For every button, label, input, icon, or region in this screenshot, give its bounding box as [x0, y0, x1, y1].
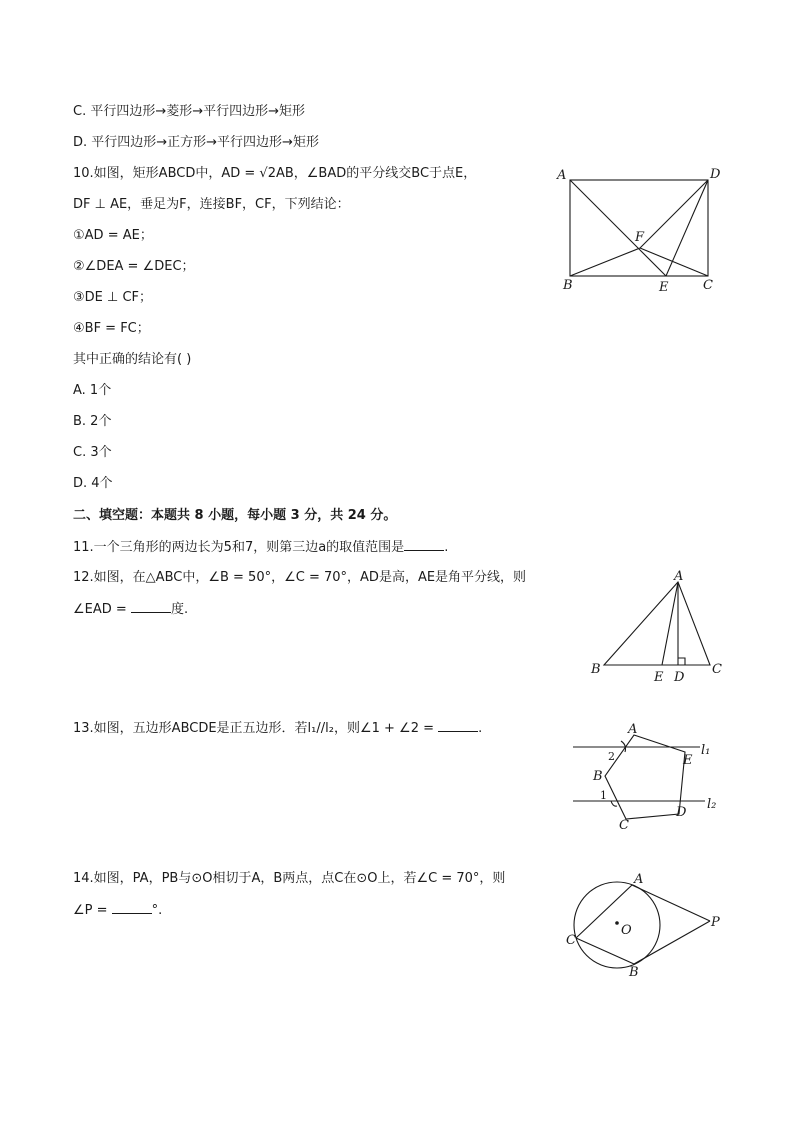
q12-line2-after: 度. [170, 602, 189, 617]
q10-option-c: C. 3个 [73, 445, 112, 460]
q14-line2-before: ∠P = [73, 903, 108, 918]
right-angle-mark [678, 658, 685, 665]
segment-df [640, 180, 708, 248]
triangle-abc [604, 582, 710, 665]
q10-conclusion-3: ③DE ⊥ CF； [73, 290, 153, 305]
tangent-pa [632, 885, 710, 921]
q11-text [73, 538, 448, 557]
label-a: A [628, 722, 638, 737]
label-e: E [654, 670, 664, 685]
q11-text-after: . [444, 540, 449, 555]
chord-cb [576, 938, 634, 964]
q10-stem-line1: 10.如图，矩形ABCD中，AD = √2AB，∠BAD的平分线交BC于点E， [73, 166, 477, 181]
q12-answer-blank[interactable] [131, 600, 171, 613]
label-angle-1: 1 [600, 789, 607, 802]
label-d: D [676, 805, 687, 820]
label-a: A [674, 569, 684, 584]
q10-conclusion-1: ①AD = AE； [73, 228, 153, 243]
q12-line2-before: ∠EAD = [73, 602, 127, 617]
q10-conclusion-2: ②∠DEA = ∠DEC； [73, 259, 195, 274]
q11-text-before: 11.一个三角形的两边长为5和7，则第三边a的取值范围是 [73, 540, 405, 555]
label-p: P [711, 915, 720, 930]
q13-figure [568, 720, 728, 835]
section2-heading: 二、填空题：本题共 8 小题，每小题 3 分，共 24 分。 [73, 508, 397, 523]
label-b: B [591, 662, 601, 677]
label-a: A [634, 872, 644, 887]
q14-figure [565, 870, 735, 980]
label-b: B [629, 965, 639, 980]
q14-line2 [73, 901, 162, 920]
label-c: C [703, 278, 713, 293]
label-o: O [621, 923, 632, 938]
label-c: C [566, 933, 576, 948]
q10-option-d: D. 4个 [73, 476, 113, 491]
q14-line2-after: °. [151, 903, 163, 918]
label-b: B [563, 278, 573, 293]
q11-answer-blank[interactable] [404, 538, 444, 551]
circle-o [574, 882, 660, 968]
label-l1: l₁ [701, 743, 711, 758]
center-dot [615, 921, 619, 925]
label-d: D [674, 670, 685, 685]
q14-answer-blank[interactable] [112, 901, 152, 914]
segment-ae [662, 582, 678, 665]
label-c: C [619, 818, 629, 833]
q13-text-after: . [478, 721, 483, 736]
segment-bf [570, 248, 640, 276]
label-l2: l₂ [707, 797, 717, 812]
label-d: D [710, 167, 721, 182]
label-b: B [593, 769, 603, 784]
label-a: A [557, 168, 567, 183]
label-angle-2: 2 [608, 750, 615, 763]
q10-conclusion-4: ④BF = FC； [73, 321, 150, 336]
angle-1-arc [611, 801, 617, 806]
q10-option-a: A. 1个 [73, 383, 112, 398]
q9-option-c: C. 平行四边形→菱形→平行四边形→矩形 [73, 104, 306, 119]
segment-ae [570, 180, 666, 276]
q12-line2 [73, 600, 188, 619]
q9-option-d: D. 平行四边形→正方形→平行四边形→矩形 [73, 135, 319, 150]
q10-question: 其中正确的结论有( ) [73, 352, 192, 367]
q10-figure [555, 165, 725, 295]
q10-option-b: B. 2个 [73, 414, 112, 429]
q13-answer-blank[interactable] [438, 719, 478, 732]
q12-line1: 12.如图，在△ABC中，∠B = 50°，∠C = 70°，AD是高，AE是角平分线，则 [73, 570, 527, 585]
label-e: E [683, 753, 693, 768]
q13-text-before: 13.如图，五边形ABCDE是正五边形．若l₁//l₂，则∠1 + ∠2 = [73, 721, 434, 736]
q13-text [73, 719, 482, 738]
label-e: E [659, 280, 669, 295]
segment-cf [640, 248, 708, 276]
q10-stem-line2: DF ⊥ AE，垂足为F，连接BF，CF，下列结论： [73, 197, 350, 212]
q14-line1: 14.如图，PA，PB与⊙O相切于A，B两点，点C在⊙O上，若∠C = 70°，则 [73, 871, 506, 886]
label-c: C [712, 662, 722, 677]
q12-figure [585, 568, 735, 683]
label-f: F [635, 230, 645, 245]
tangent-pb [634, 921, 710, 964]
